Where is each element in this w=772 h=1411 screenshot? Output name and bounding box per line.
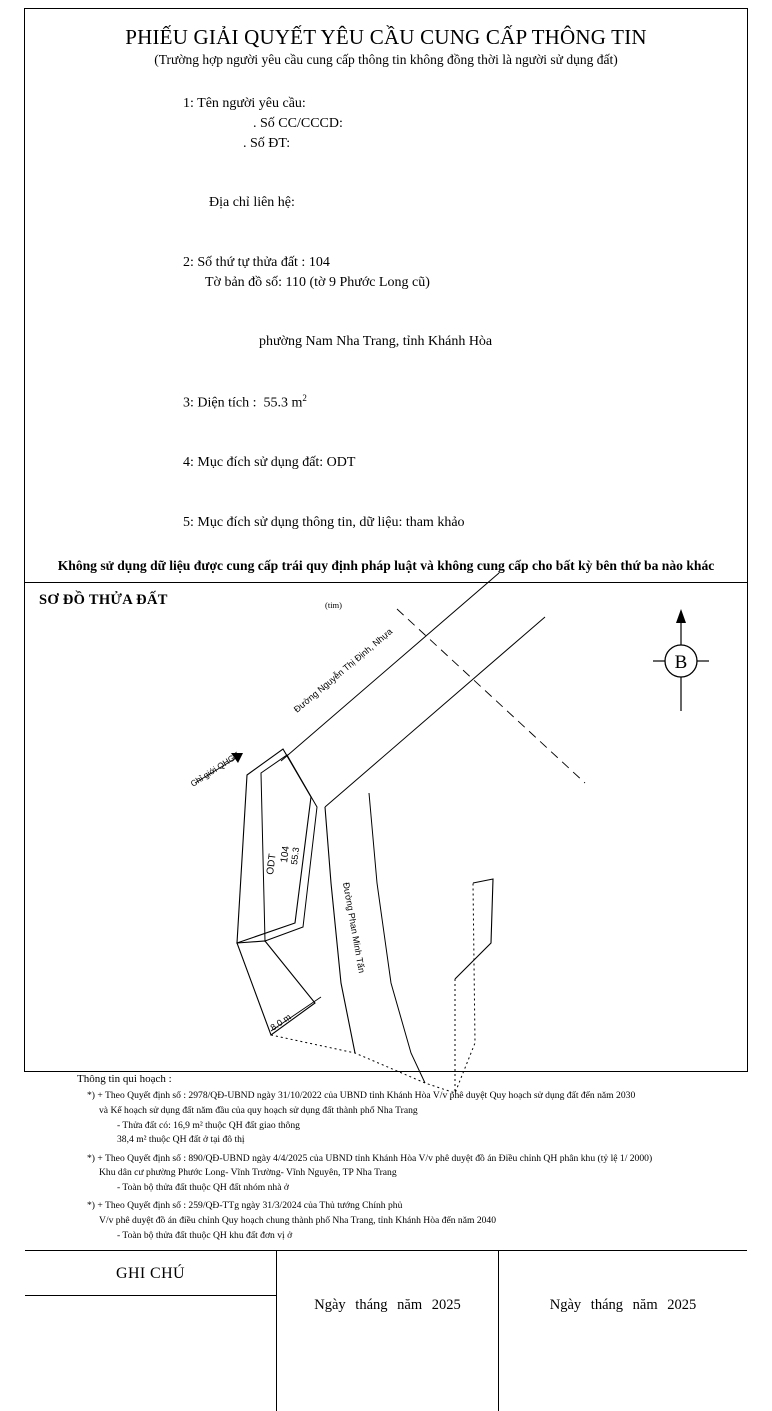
field-row-area — [35, 372, 737, 433]
field-label-address: Địa chỉ liên hệ: — [209, 195, 295, 211]
note-line: *) + Theo Quyết định số : 2978/QĐ-UBND ngày 31/10/2022 của UBND tỉnh Khánh Hòa V/v phê duyệt Quy hoạch sử dụng đất đến năm 2030 — [87, 1090, 636, 1102]
note-line: Khu dân cư phường Phước Long- Vĩnh Trường- Vĩnh Nguyên, TP Nha Trang — [99, 1167, 397, 1179]
field-area-superscript: 2 — [302, 393, 307, 403]
header-block — [25, 9, 747, 583]
footer-notes-cell — [25, 1251, 277, 1411]
field-row-requester — [35, 74, 737, 173]
footer-date-cell-right — [499, 1251, 747, 1411]
field-label-ward: phường Nam Nha Trang, tỉnh Khánh Hòa — [259, 334, 493, 350]
field-label-phone: . Số ĐT: — [243, 135, 291, 151]
note-line: - Toàn bộ thửa đất thuộc QH khu đất đơn vị ở — [117, 1229, 293, 1241]
map-block — [25, 583, 747, 1251]
svg-text:B: B — [674, 651, 688, 673]
field-label-cccd: . Số CC/CCCD: — [253, 115, 343, 131]
field-row-usage — [35, 493, 737, 553]
field-label-purpose: 4: Mục đích sử dụng đất: ODT — [183, 455, 356, 471]
parcel-number-label: 104 — [279, 845, 293, 864]
date-line-middle: Ngày tháng năm 2025 — [314, 1296, 461, 1313]
divider — [25, 1295, 276, 1296]
parcel-area-label: 55.3 — [289, 846, 302, 865]
note-line: và Kế hoạch sử dụng đất năm đầu của quy hoạch sử dụng đất thành phố Nha Trang — [99, 1104, 418, 1116]
svg-text:(tim): (tim) — [325, 599, 342, 610]
field-label-mapsheet: Tờ bản đồ số: 110 (tờ 9 Phước Long cũ) — [205, 274, 430, 290]
note-line: V/v phê duyệt đồ án điều chỉnh Quy hoạch chung thành phố Nha Trang, tỉnh Khánh Hòa đến năm 2040 — [99, 1215, 497, 1226]
field-label-usage: 5: Mục đích sử dụng thông tin, dữ liệu: tham khảo — [183, 514, 465, 530]
footer-date-cell-middle — [277, 1251, 499, 1411]
field-label-parcel: 2: Số thứ tự thửa đất : 104 — [183, 254, 330, 270]
parcel-type-label: ODT — [265, 852, 279, 876]
note-line: *) + Theo Quyết định số : 890/QĐ-UBND ngày 4/4/2025 của UBND tỉnh Khánh Hòa V/v phê duyệt đồ án Điều chỉnh QH phân khu (tỷ lệ 1/ 2000) — [87, 1152, 653, 1164]
field-label-area: 3: Diện tích : 55.3 m — [183, 395, 303, 411]
frontage-label: 8.0 m — [268, 1011, 293, 1033]
note-line: - Toàn bộ thửa đất thuộc QH đất nhóm nhà ở — [117, 1181, 289, 1193]
field-row-ward — [35, 313, 737, 373]
footer-block — [25, 1251, 747, 1411]
note-line: - Thửa đất có: 16,9 m² thuộc QH đất giao thông — [117, 1119, 300, 1131]
field-row-purpose — [35, 433, 737, 493]
warning-text: Không sử dụng dữ liệu được cung cấp trái quy định pháp luật và không cung cấp cho bất kỳ bên thứ ba nào khác — [57, 557, 715, 573]
field-row-parcel — [35, 233, 737, 313]
map-title: SƠ ĐỒ THỬA ĐẤT — [39, 591, 168, 608]
planning-notes — [77, 1071, 737, 1244]
page-subtitle: (Trường hợp người yêu cầu cung cấp thông tin không đồng thời là người sử dụng đất) — [154, 52, 618, 67]
note-line: *) + Theo Quyết định số : 259/QĐ-TTg ngày 31/3/2024 của Thủ tướng Chính phủ — [87, 1200, 403, 1212]
compass-icon — [653, 609, 709, 711]
road-label-top: Đường Nguyễn Thị Định, Nhựa — [291, 625, 395, 715]
date-line-right: Ngày tháng năm 2025 — [549, 1296, 697, 1313]
notes-heading: Thông tin qui hoạch : — [77, 1072, 172, 1085]
ghi-chu-label: GHI CHÚ — [115, 1264, 186, 1282]
field-label-requester: 1: Tên người yêu cầu: — [183, 95, 306, 111]
road-label-right: Đường Phan Minh Tấn — [341, 881, 367, 974]
field-row-address — [35, 173, 737, 233]
note-line: 38,4 m² thuộc QH đất ở tại đô thị — [117, 1134, 245, 1146]
boundary-label: Chỉ giới QHGT — [188, 749, 242, 789]
document-sheet — [24, 8, 748, 1313]
page-title: PHIẾU GIẢI QUYẾT YÊU CẦU CUNG CẤP THÔNG TIN — [125, 25, 647, 49]
